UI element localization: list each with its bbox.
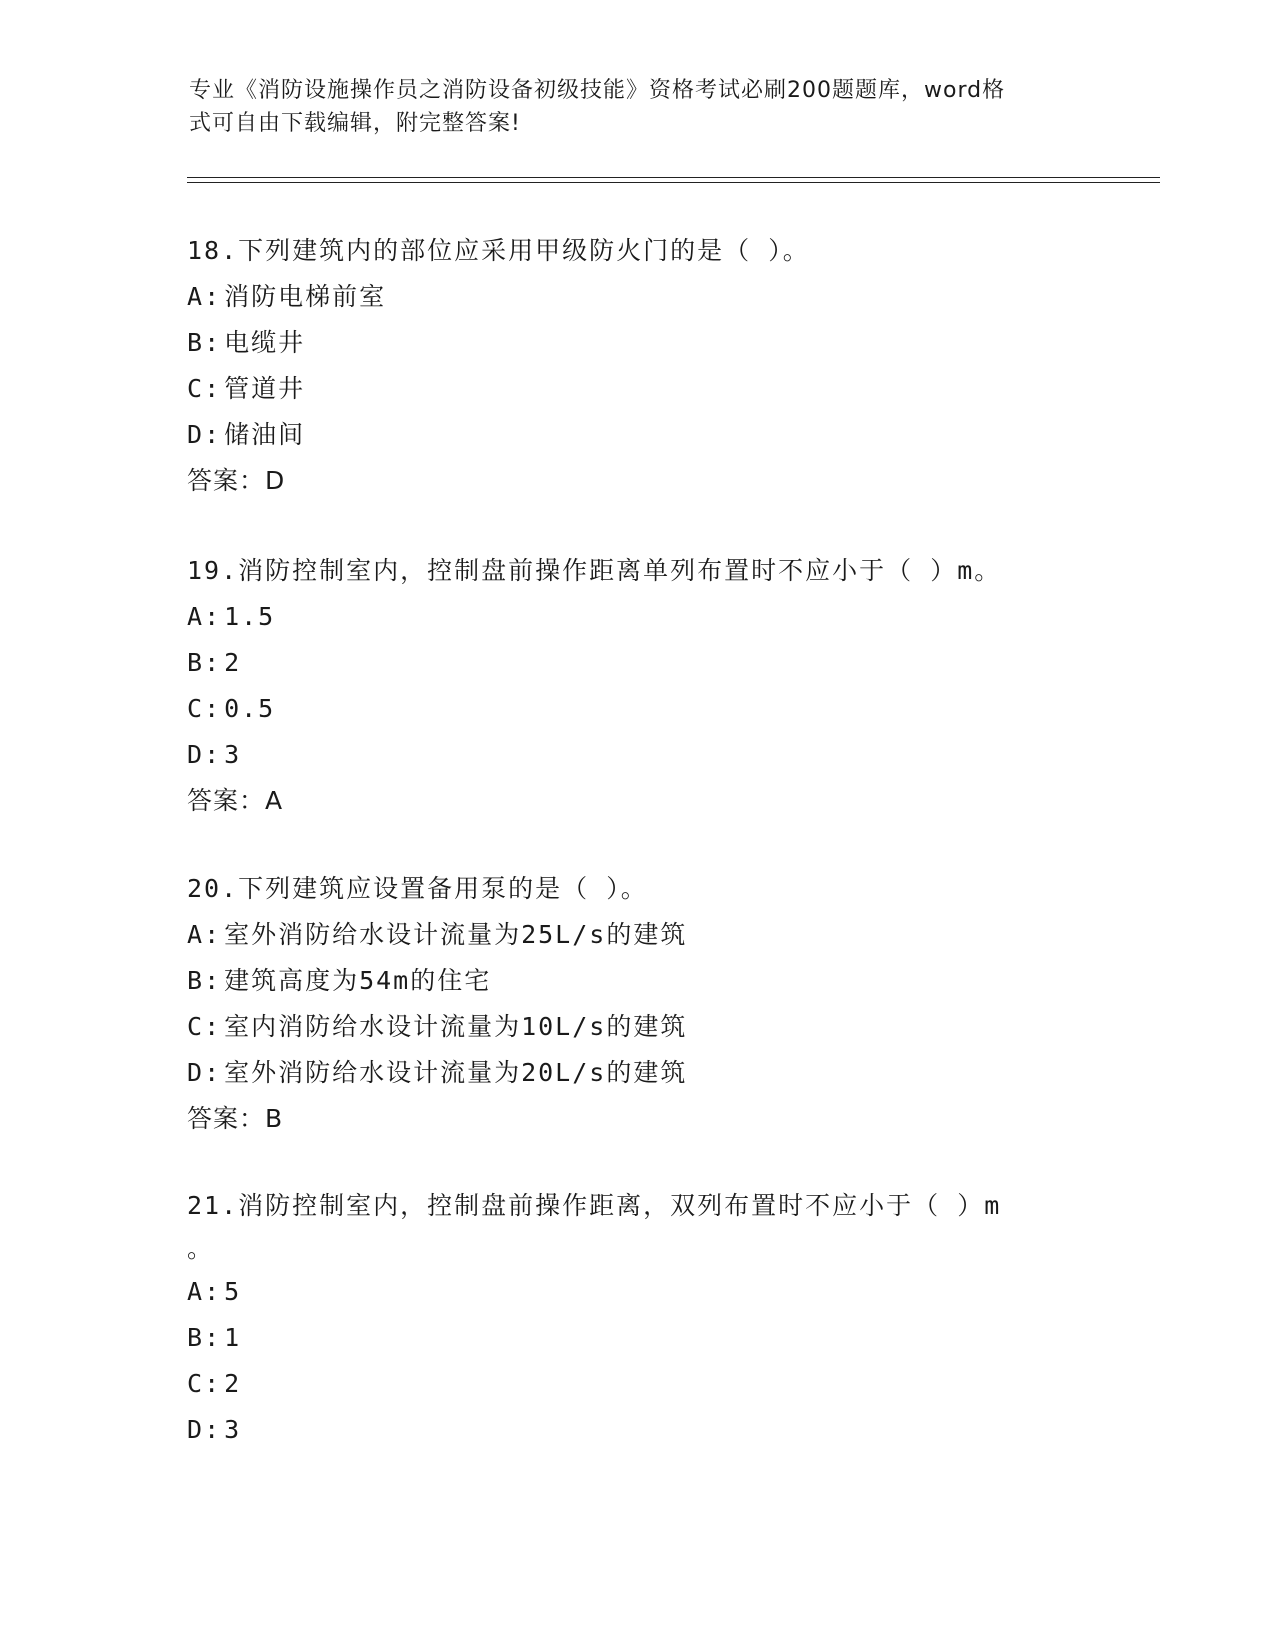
option-label: D [187, 420, 205, 449]
question-20 [187, 866, 1087, 1142]
option-label: B [187, 966, 205, 995]
question-stem: 19.消防控制室内，控制盘前操作距离单列布置时不应小于（ ）m。 [187, 556, 1002, 585]
option-b: B: 2 [187, 648, 242, 677]
option-label: C [187, 1369, 205, 1398]
option-text: 3 [224, 1415, 242, 1444]
header-rule-bottom [187, 182, 1160, 183]
option-label: B [187, 328, 205, 357]
option-text: 管道井 [224, 374, 306, 403]
option-text: 2 [224, 648, 242, 677]
option-label: C [187, 374, 205, 403]
option-a: A: 1.5 [187, 602, 276, 631]
option-label: A [187, 282, 205, 311]
option-d: D: 室外消防给水设计流量为20L/s的建筑 [187, 1058, 688, 1087]
option-c: C: 管道井 [187, 374, 306, 403]
option-text: 电缆井 [224, 328, 306, 357]
option-a: A: 消防电梯前室 [187, 282, 387, 311]
option-text: 消防电梯前室 [224, 282, 387, 311]
option-a: A: 5 [187, 1277, 242, 1306]
option-label: B [187, 648, 205, 677]
option-text: 室外消防给水设计流量为25L/s的建筑 [224, 920, 688, 949]
answer-line: 答案：A [187, 786, 284, 815]
option-b: B: 建筑高度为54m的住宅 [187, 966, 492, 995]
question-stem-continuation: 。 [187, 1234, 215, 1263]
option-text: 2 [224, 1369, 242, 1398]
option-label: D [187, 1415, 205, 1444]
option-label: A [187, 920, 205, 949]
option-b: B: 1 [187, 1323, 242, 1352]
answer-line: 答案：D [187, 466, 286, 495]
question-21 [187, 1183, 1087, 1453]
question-stem: 20.下列建筑应设置备用泵的是（ ）。 [187, 874, 648, 903]
option-label: A [187, 602, 205, 631]
header-line-1: 专业《消防设施操作员之消防设备初级技能》资格考试必刷200题题库，word格 [189, 78, 1006, 103]
question-19 [187, 548, 1087, 824]
option-text: 建筑高度为54m的住宅 [224, 966, 492, 995]
answer-line: 答案：B [187, 1104, 284, 1133]
option-text: 3 [224, 740, 242, 769]
option-d: D: 3 [187, 740, 242, 769]
option-text: 1.5 [224, 602, 276, 631]
option-c: C: 0.5 [187, 694, 276, 723]
option-label: C [187, 1012, 205, 1041]
header-rule-top [187, 177, 1160, 178]
document-header [189, 74, 1069, 140]
option-a: A: 室外消防给水设计流量为25L/s的建筑 [187, 920, 688, 949]
option-d: D: 3 [187, 1415, 242, 1444]
option-text: 1 [224, 1323, 242, 1352]
option-text: 储油间 [224, 420, 306, 449]
option-label: D [187, 1058, 205, 1087]
question-18 [187, 228, 1087, 504]
option-label: D [187, 740, 205, 769]
option-text: 室内消防给水设计流量为10L/s的建筑 [224, 1012, 688, 1041]
question-stem: 21.消防控制室内，控制盘前操作距离，双列布置时不应小于（ ）m [187, 1191, 1002, 1220]
option-label: B [187, 1323, 205, 1352]
option-d: D: 储油间 [187, 420, 306, 449]
option-b: B: 电缆井 [187, 328, 306, 357]
question-stem: 18.下列建筑内的部位应采用甲级防火门的是（ ）。 [187, 236, 810, 265]
option-text: 5 [224, 1277, 242, 1306]
option-c: C: 室内消防给水设计流量为10L/s的建筑 [187, 1012, 688, 1041]
option-text: 室外消防给水设计流量为20L/s的建筑 [224, 1058, 688, 1087]
option-label: A [187, 1277, 205, 1306]
option-text: 0.5 [224, 694, 276, 723]
option-c: C: 2 [187, 1369, 242, 1398]
option-label: C [187, 694, 205, 723]
header-line-2: 式可自由下载编辑，附完整答案! [189, 111, 521, 136]
